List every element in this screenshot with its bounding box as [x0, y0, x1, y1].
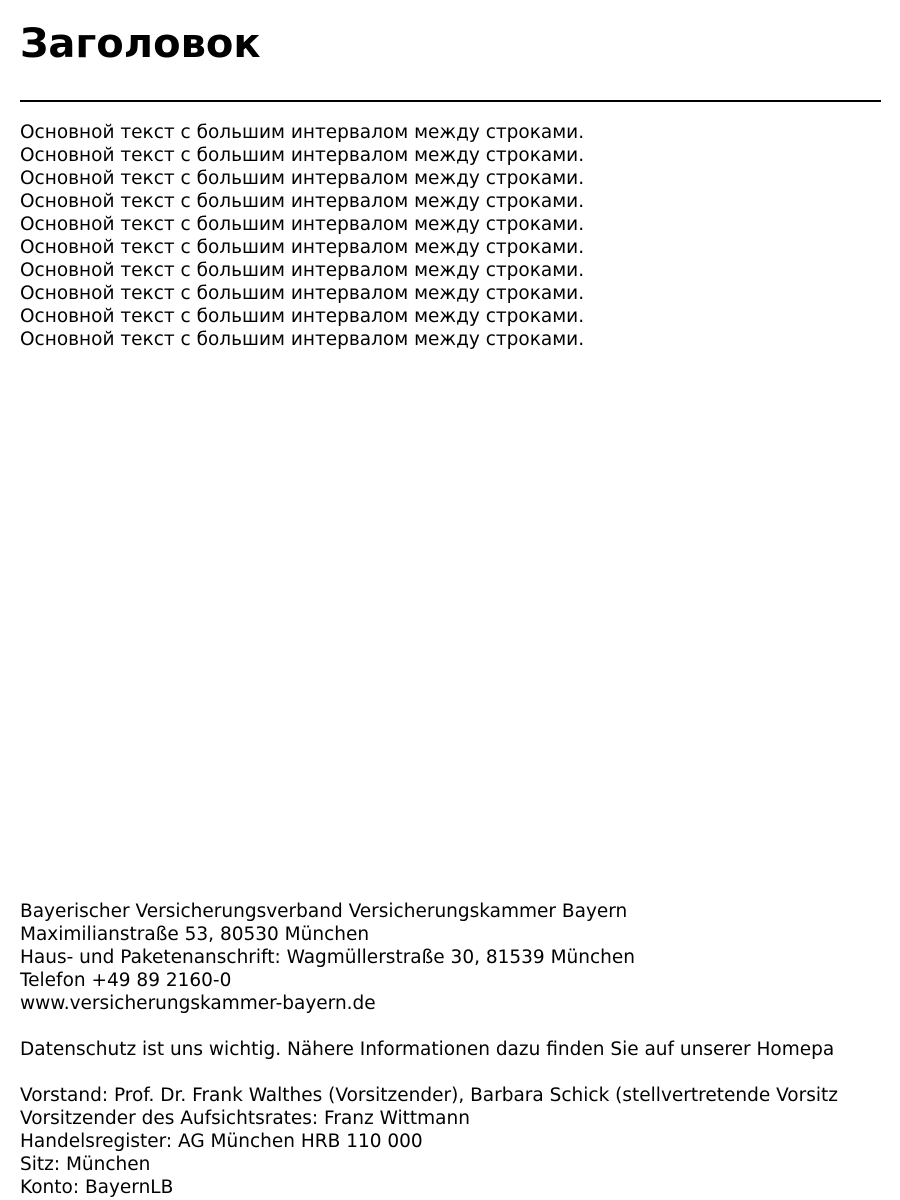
- footer-spacer: [20, 1061, 900, 1084]
- body-line: Основной текст с большим интервалом между строками.: [20, 145, 585, 166]
- body-text: [20, 121, 584, 351]
- body-line: Основной текст с большим интервалом между строками.: [20, 237, 585, 258]
- footer-seat: Sitz: München: [20, 1154, 151, 1175]
- footer-spacer: [20, 1015, 900, 1038]
- footer-phone: Telefon +49 89 2160-0: [20, 970, 232, 991]
- footer-supervisory-chair: Vorsitzender des Aufsichtsrates: Franz Wittmann: [20, 1108, 470, 1129]
- page-title: Заголовок: [20, 21, 261, 67]
- body-line: Основной текст с большим интервалом между строками.: [20, 329, 585, 350]
- footer-account: Konto: BayernLB: [20, 1177, 174, 1198]
- body-line: Основной текст с большим интервалом между строками.: [20, 260, 585, 281]
- footer-board: Vorstand: Prof. Dr. Frank Walthes (Vorsitzender), Barbara Schick (stellvertretende Vorsitz: [20, 1085, 838, 1106]
- footer: [20, 900, 900, 1199]
- body-line: Основной текст с большим интервалом между строками.: [20, 214, 585, 235]
- body-line: Основной текст с большим интервалом между строками.: [20, 283, 585, 304]
- body-line: Основной текст с большим интервалом между строками.: [20, 191, 585, 212]
- body-line: Основной текст с большим интервалом между строками.: [20, 122, 585, 143]
- body-line: Основной текст с большим интервалом между строками.: [20, 306, 585, 327]
- title-divider: [20, 100, 881, 102]
- footer-company: Bayerischer Versicherungsverband Versicherungskammer Bayern: [20, 901, 628, 922]
- footer-register: Handelsregister: AG München HRB 110 000: [20, 1131, 423, 1152]
- footer-privacy: Datenschutz ist uns wichtig. Nähere Informationen dazu finden Sie auf unserer Homepa: [20, 1039, 835, 1060]
- body-line: Основной текст с большим интервалом между строками.: [20, 168, 585, 189]
- footer-parcel-address: Haus- und Paketenanschrift: Wagmüllerstraße 30, 81539 München: [20, 947, 635, 968]
- footer-website: www.versicherungskammer-bayern.de: [20, 993, 376, 1014]
- footer-address: Maximilianstraße 53, 80530 München: [20, 924, 370, 945]
